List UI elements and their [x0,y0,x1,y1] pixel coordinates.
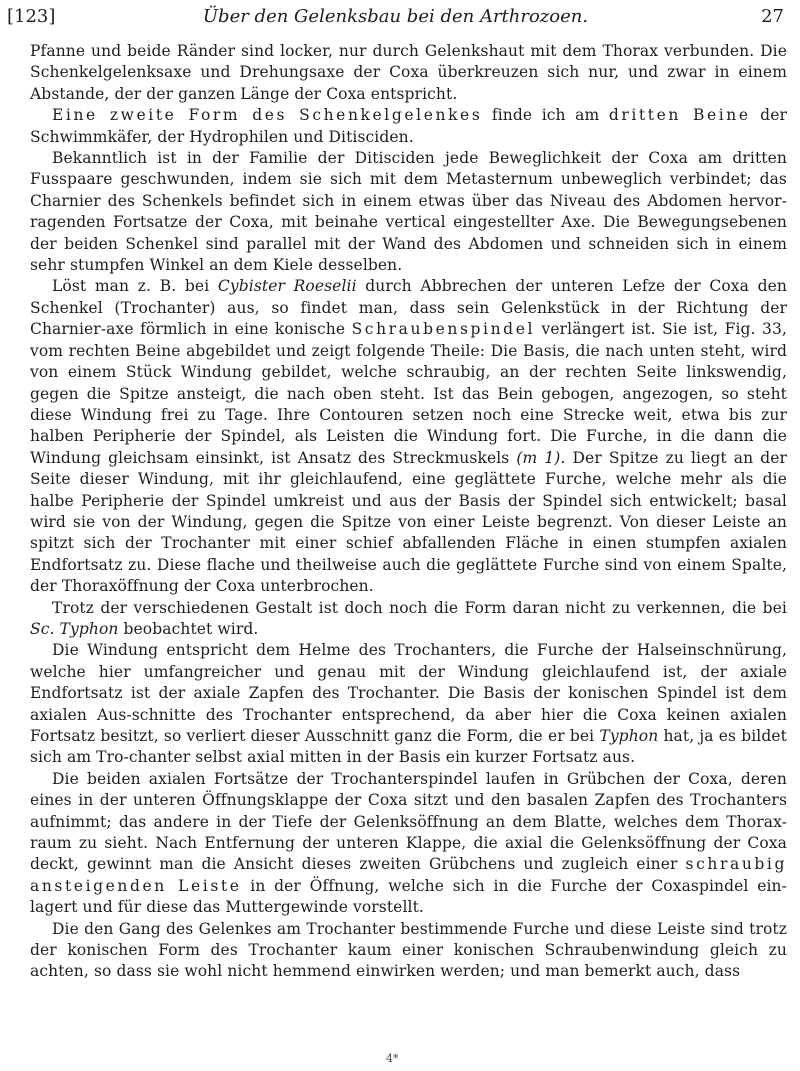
body-text [30,41,787,983]
paragraph-3: Bekanntlich ist in der Familie der Ditisciden jede Beweglichkeit der Coxa am dritten Fusspaare geschwunden, indem sie sich mit dem Metasternum unbeweglich verbindet; das Charnier des Schenkels befindet sich in einem etwas über das Niveau des Abdomen hervor-ragenden Fortsatze der Coxa, mit beinahe vertical eingestellter Axe. Die Bewegungsebenen der beiden Schenkel sind parallel mit der Wand des Abdomen und schneiden sich in einem sehr stumpfen Winkel an dem Kiele desselben. [30,149,787,275]
paragraph-7-text: in der Öffnung, welche sich in die Furche der Coxaspindel ein-lagert und für diese das Muttergewinde vorstellt. [30,876,787,917]
paragraph-6-text: hat, ja es bildet sich am Tro-chanter selbst axial mitten in der Basis ein kurzer Fortsatz aus. [30,727,787,767]
folio-number: 27 [761,6,784,27]
species-name: Typhon [599,727,659,745]
paragraph-2 [30,105,787,148]
paragraph-8: Die den Gang des Gelenkes am Trochanter bestimmende Furche und diese Leiste sind trotz der konischen Form des Trochanter kaum einer konischen Schraubenwindung gleich zu achten, so dass sie wohl nicht hemmend einwirken werden; und man bemerkt auch, dass [30,919,787,981]
paragraph-7-text: Die beiden axialen Fortsätze der Trochanterspindel laufen in Grübchen der Coxa, deren eines in der unteren Öffnungsklappe der Coxa sitzt und den basalen Zapfen des Trochanters aufnimmt; das andere in der Tiefe der Gelenksöffnung an dem Blatte, welches dem Thorax-raum zu sieht. Nach Entfernung der unteren Klappe, die axial die Gelenksöffnung der Coxa deckt, gewinnt man die Ansicht dieses zweiten Grübchens und zugleich einer [30,769,787,874]
paragraph-5 [30,598,787,641]
figure-reference: (m 1). [516,448,566,467]
spaced-emphasis: Eine zweite Form des Schenkelgelenkes [52,106,483,125]
paragraph-5-text: Trotz der verschiedenen Gestalt ist doch noch die Form daran nicht zu verkennen, die bei [52,598,787,617]
paragraph-4-text: Löst man z. B. bei [52,277,218,296]
spaced-emphasis: schraubig ansteigenden Leiste [30,855,787,895]
signature-mark: 4* [386,1052,399,1065]
paragraph-4-text: verlängert ist. Sie ist, Fig. 33, vom rechten Beine abgebildet und zeigt folgende Theile: Die Basis, die nach unten steht, wird von einem Stück Windung gebildet, welche schraubig, an der rechten Seite linkswendig, gegen die Spitze ansteigt, die nach oben steht. Ist das Bein gebogen, angezogen, so steht diese Windung frei zu Tage. Ihre Contouren setzen noch eine Strecke weit, etwa bis zur halben Peripherie der Spindel, als Leisten die Windung fort. Die Furche, in die dann die Windung gleichsam einsinkt, ist Ansatz des Streckmuskels [30,320,787,467]
running-title: Über den Gelenksbau bei den Arthrozoen. [202,6,589,27]
spaced-emphasis: dritten Beine [608,106,751,125]
paragraph-5-text: beobachtet wird. [118,619,259,638]
running-head [7,6,784,32]
paragraph-4 [30,276,787,597]
species-name: Sc. Typhon [30,619,119,638]
paragraph-4-text: durch Abbrechen der unteren Lefze der Coxa den Schenkel (Trochanter) aus, so findet man, dass sein Gelenkstück in der Richtung der Charnier-axe förmlich in eine konische [30,277,787,339]
paragraph-2-text-end: der Schwimmkäfer, der Hydrophilen und Ditisciden. [30,106,787,146]
paragraph-2-text: finde ich am [482,106,609,125]
spaced-emphasis: Schraubenspindel [351,320,536,339]
paragraph-7 [30,769,787,919]
paragraph-4-text: Der Spitze zu liegt an der Seite dieser Windung, mit ihr gleichlaufend, eine geglättete Furche, welche mehr als die halbe Peripherie der Spindel umkreist und aus der Basis der Spindel sich entwickelt; basal wird sie von der Windung, gegen die Spitze von einer Leiste begrenzt. Von dieser Leiste an spitzt sich der Trochanter mit einer schief abfallenden Fläche in einen stumpfen axialen Endfortsatz zu. Diese flache und theilweise auch die geglättete Furche sind von einem Spalte, der Thoraxöffnung der Coxa unterbrochen. [30,448,787,596]
page-number: [123] [7,6,56,27]
paragraph-1: Pfanne und beide Ränder sind locker, nur durch Gelenkshaut mit dem Thorax verbunden. Die Schenkelgelenksaxe und Drehungsaxe der Coxa überkreuzen sich nur, und zwar in einem Abstande, der der ganzen Länge der Coxa entspricht. [30,42,787,103]
paragraph-6-text: Die Windung entspricht dem Helme des Trochanters, die Furche der Halseinschnürung, welche hier umfangreicher und genau mit der Windung gleichlaufend ist, der axiale Endfortsatz ist der axiale Zapfen des Trochanter. Die Basis der konischen Spindel ist dem axialen Aus-schnitte des Trochanter entsprechend, da aber hier die Coxa keinen axialen Fortsatz besitzt, so verliert dieser Ausschnitt ganz die Form, die er bei [30,641,787,745]
species-name: Cybister Roeselii [217,277,357,296]
paragraph-6 [30,640,787,768]
